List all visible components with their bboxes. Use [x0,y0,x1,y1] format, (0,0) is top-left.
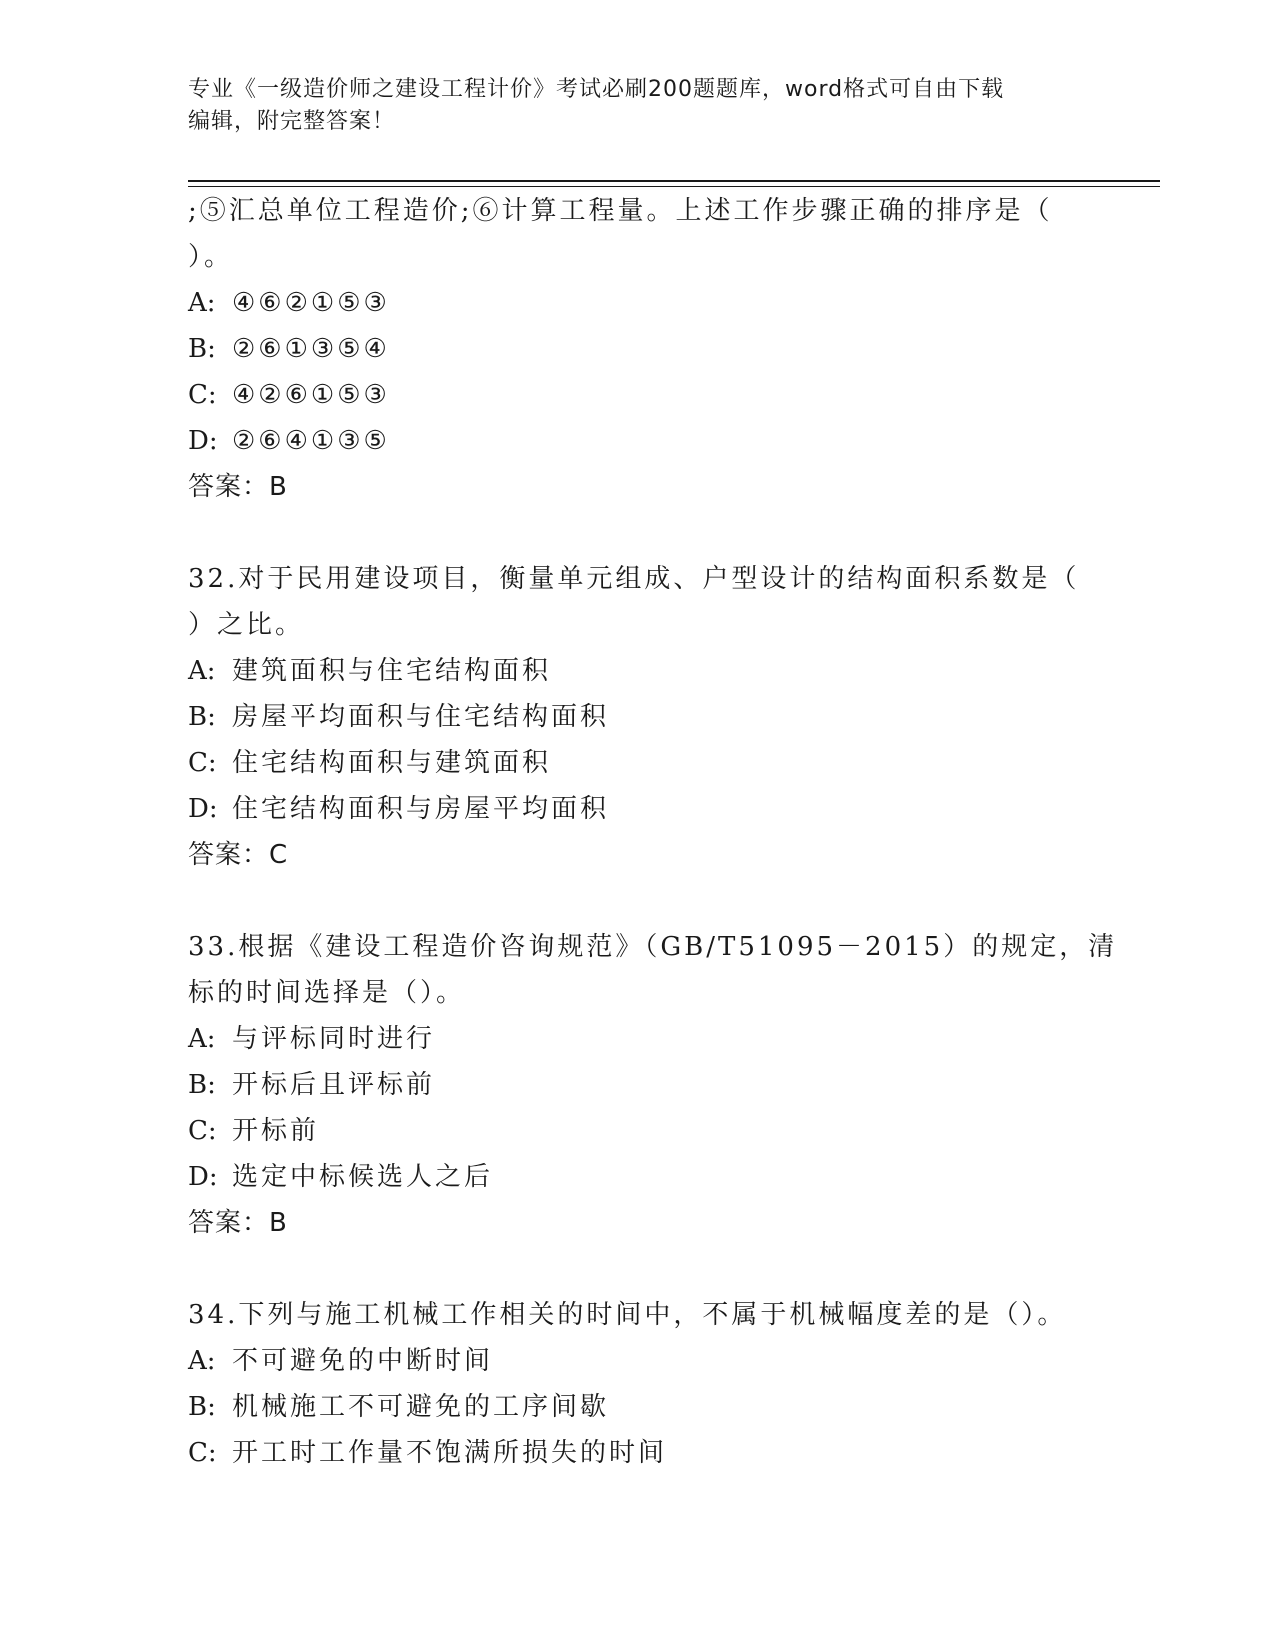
page-header [188,74,1088,138]
option-b [188,694,1088,740]
question-stem: 33.根据《建设工程造价咨询规范》（GB/T51095－2015）的规定，清 [188,932,1118,962]
spacer [188,1246,1088,1292]
option-b [188,1384,1088,1430]
option-text: ②⑥①③⑤④ [232,334,390,364]
option-letter: D: [188,426,218,456]
option-letter: A: [188,288,216,318]
option-c [188,740,1088,786]
option-text: 开标前 [232,1116,320,1146]
option-text: ②⑥④①③⑤ [232,426,390,456]
question-34 [188,1292,1088,1476]
option-c [188,1430,1088,1476]
option-text: 选定中标候选人之后 [232,1162,494,1192]
option-letter: A: [188,1024,216,1054]
option-c [188,372,1088,418]
option-text: ④②⑥①⑤③ [232,380,390,410]
option-b [188,1062,1088,1108]
header-line-2: 编辑，附完整答案！ [188,109,396,134]
answer-line: 答案：B [188,472,288,502]
question-32 [188,556,1088,878]
spacer [188,878,1088,924]
question-stem: 标的时间选择是（）。 [188,978,466,1008]
option-letter: D: [188,1162,218,1192]
option-text: 住宅结构面积与房屋平均面积 [232,794,610,824]
option-text: 开工时工作量不饱满所损失的时间 [232,1438,668,1468]
question-33 [188,924,1118,1246]
header-divider [188,180,1160,187]
option-a [188,648,1088,694]
option-c [188,1108,1088,1154]
option-letter: C: [188,380,217,410]
option-b [188,326,1088,372]
option-text: 住宅结构面积与建筑面积 [232,748,552,778]
option-letter: B: [188,702,216,732]
question-stem: 32.对于民用建设项目，衡量单元组成、户型设计的结构面积系数是（ [188,564,1080,594]
option-letter: C: [188,748,217,778]
question-stem: 34.下列与施工机械工作相关的时间中，不属于机械幅度差的是（）。 [188,1300,1067,1330]
option-a [188,280,1088,326]
question-31 [188,188,1088,510]
option-d [188,786,1088,832]
option-letter: B: [188,1070,216,1100]
option-letter: C: [188,1438,217,1468]
option-text: 开标后且评标前 [232,1070,436,1100]
option-letter: B: [188,334,216,364]
option-a [188,1338,1088,1384]
header-line-1: 专业《一级造价师之建设工程计价》考试必刷200题题库，word格式可自由下载 [188,77,1005,102]
option-letter: C: [188,1116,217,1146]
document-body [188,188,1118,1476]
option-d [188,418,1088,464]
option-letter: A: [188,656,216,686]
option-letter: A: [188,1346,216,1376]
option-d [188,1154,1088,1200]
answer-line: 答案：C [188,840,289,870]
option-text: ④⑥②①⑤③ [232,288,390,318]
spacer [188,510,1088,556]
option-text: 建筑面积与住宅结构面积 [232,656,552,686]
option-text: 与评标同时进行 [232,1024,436,1054]
option-letter: D: [188,794,218,824]
question-stem: ）之比。 [188,610,305,640]
option-letter: B: [188,1392,216,1422]
question-stem: ;⑤汇总单位工程造价;⑥计算工程量。上述工作步骤正确的排序是（ [188,196,1053,226]
question-stem: ）。 [188,242,234,272]
option-text: 不可避免的中断时间 [232,1346,494,1376]
option-text: 机械施工不可避免的工序间歇 [232,1392,610,1422]
option-a [188,1016,1088,1062]
option-text: 房屋平均面积与住宅结构面积 [232,702,610,732]
answer-line: 答案：B [188,1208,288,1238]
